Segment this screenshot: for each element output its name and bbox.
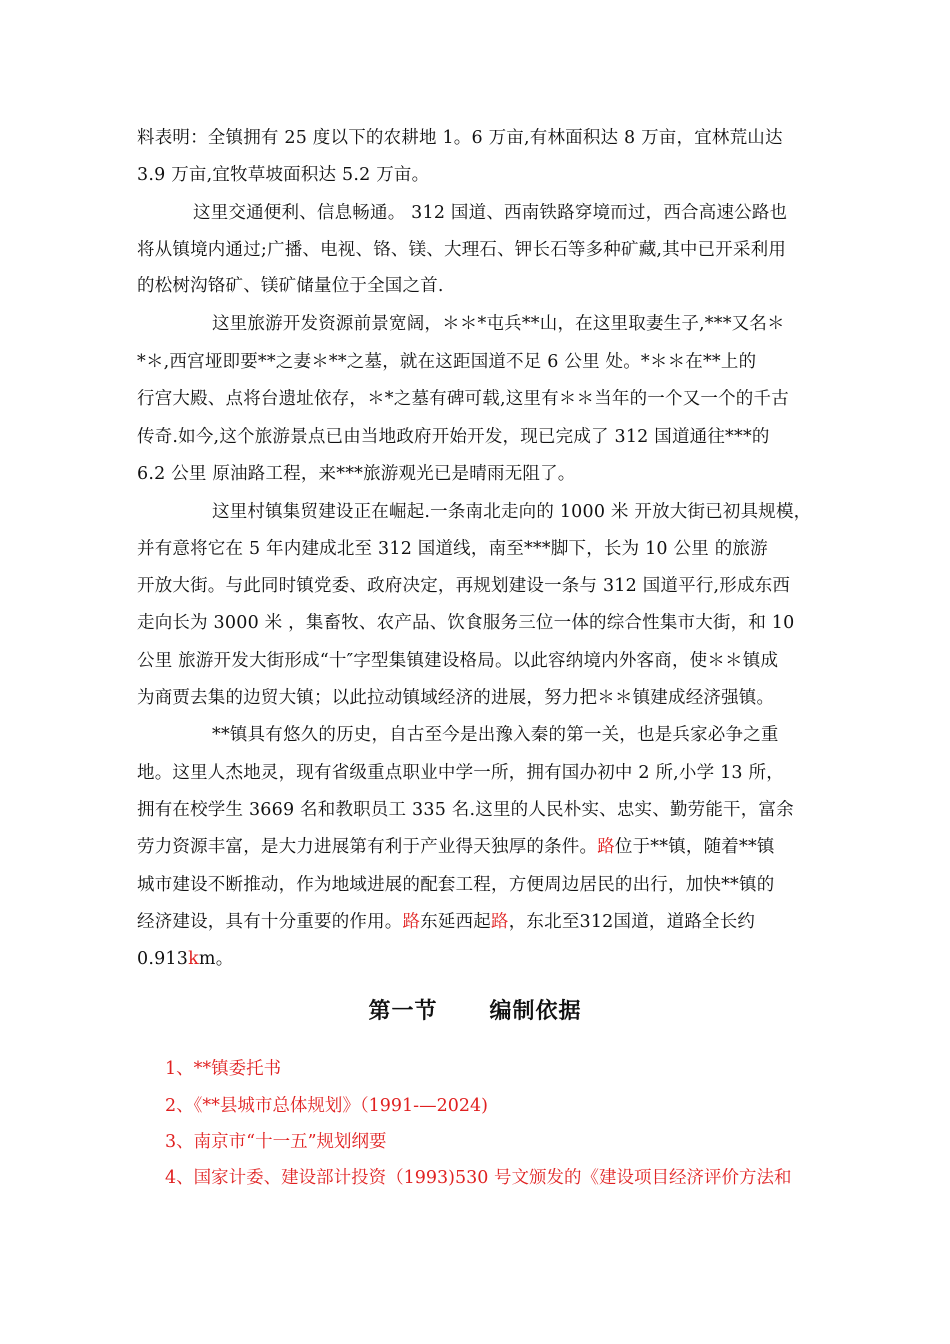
paragraph-line: 地。这里人杰地灵，现有省级重点职业中学一所，拥有国办初中 2 所,小学 13 所， — [137, 763, 784, 783]
paragraph-line — [137, 835, 857, 859]
text-run: 东延西起 — [420, 912, 492, 932]
paragraph-line: 城市建设不断推动，作为地域进展的配套工程，方便周边居民的出行，加快**镇的 — [137, 875, 775, 895]
paragraph-line: **镇具有悠久的历史，自古至今是出豫入秦的第一关，也是兵家必争之重 — [212, 725, 779, 745]
paragraph-line: 公里 旅游开发大街形成“十″字型集镇建设格局。以此容纳境内外客商，使＊＊镇成 — [137, 651, 779, 671]
text-run: 0.913 — [137, 949, 189, 969]
reference-item: 1、**镇委托书 — [165, 1059, 282, 1079]
section-heading — [0, 997, 950, 1027]
paragraph-line: 传奇.如今,这个旅游景点已由当地政府开始开发，现已完成了 312 国道通往***的 — [137, 427, 770, 447]
text-run: 位于**镇，随着**镇 — [614, 837, 775, 857]
paragraph-line: 的松树沟铬矿、镁矿储量位于全国之首. — [137, 276, 444, 296]
highlighted-text: 路 — [491, 912, 509, 932]
paragraph-line — [137, 910, 857, 934]
paragraph-line: 这里交通便利、信息畅通。 312 国道、西南铁路穿境而过，西合高速公路也 — [193, 203, 788, 223]
reference-item: 2、《**县城市总体规划》（1991-—2024) — [165, 1096, 488, 1116]
paragraph-line: *＊,西宫垭即要**之妻＊**之墓，就在这距国道不足 6 公里 处。*＊＊在**上的 — [137, 352, 757, 372]
paragraph-line: 将从镇境内通过;广播、电视、铬、镁、大理石、钾长石等多种矿藏,其中已开采利用 — [137, 240, 787, 260]
section-title: 编制依据 — [489, 999, 582, 1024]
text-run: 经济建设，具有十分重要的作用。 — [137, 912, 403, 932]
paragraph-line: 3.9 万亩,宜牧草坡面积达 5.2 万亩。 — [137, 165, 430, 185]
highlighted-text: k — [188, 949, 199, 969]
text-run: 劳力资源丰富，是大力进展第有利于产业得天独厚的条件。 — [137, 837, 598, 857]
highlighted-text: 路 — [402, 912, 421, 932]
text-run: m。 — [198, 949, 234, 969]
paragraph-line: 这里旅游开发资源前景宽阔，＊＊*屯兵**山，在这里取妻生子,***又名＊ — [212, 314, 785, 334]
paragraph-line: 6.2 公里 原油路工程，来***旅游观光已是晴雨无阻了。 — [137, 464, 576, 484]
paragraph-line: 为商贾去集的边贸大镇；以此拉动镇域经济的进展，努力把＊＊镇建成经济强镇。 — [137, 688, 775, 708]
reference-item: 3、南京市“十一五”规划纲要 — [165, 1132, 387, 1152]
paragraph-line: 拥有在校学生 3669 名和教职员工 335 名.这里的人民朴实、忠实、勤劳能干，富余 — [137, 800, 794, 820]
reference-item: 4、国家计委、建设部计投资（1993)530 号文颁发的《建设项目经济评价方法和 — [165, 1168, 792, 1188]
paragraph-line: 走向长为 3000 米 ，集畜牧、农产品、饮食服务三位一体的综合性集市大街，和 10 — [137, 613, 795, 633]
highlighted-text: 路 — [597, 837, 615, 857]
paragraph-line: 并有意将它在 5 年内建成北至 312 国道线，南至***脚下，长为 10 公里 的旅游 — [137, 539, 768, 559]
paragraph-line — [137, 947, 857, 971]
section-number: 第一节 — [368, 999, 438, 1024]
paragraph-line: 行宫大殿、点将台遗址依存，＊*之墓有碑可载,这里有＊＊当年的一个又一个的千古 — [137, 389, 789, 409]
paragraph-line: 料表明：全镇拥有 25 度以下的农耕地 1。6 万亩,有林面积达 8 万亩，宜林荒山达 — [137, 128, 783, 148]
text-run: ，东北至312国道，道路全长约 — [508, 912, 756, 932]
paragraph-line: 开放大街。与此同时镇党委、政府决定，再规划建设一条与 312 国道平行,形成东西 — [137, 576, 791, 596]
paragraph-line: 这里村镇集贸建设正在崛起.一条南北走向的 1000 米 开放大街已初具规模， — [212, 502, 812, 522]
